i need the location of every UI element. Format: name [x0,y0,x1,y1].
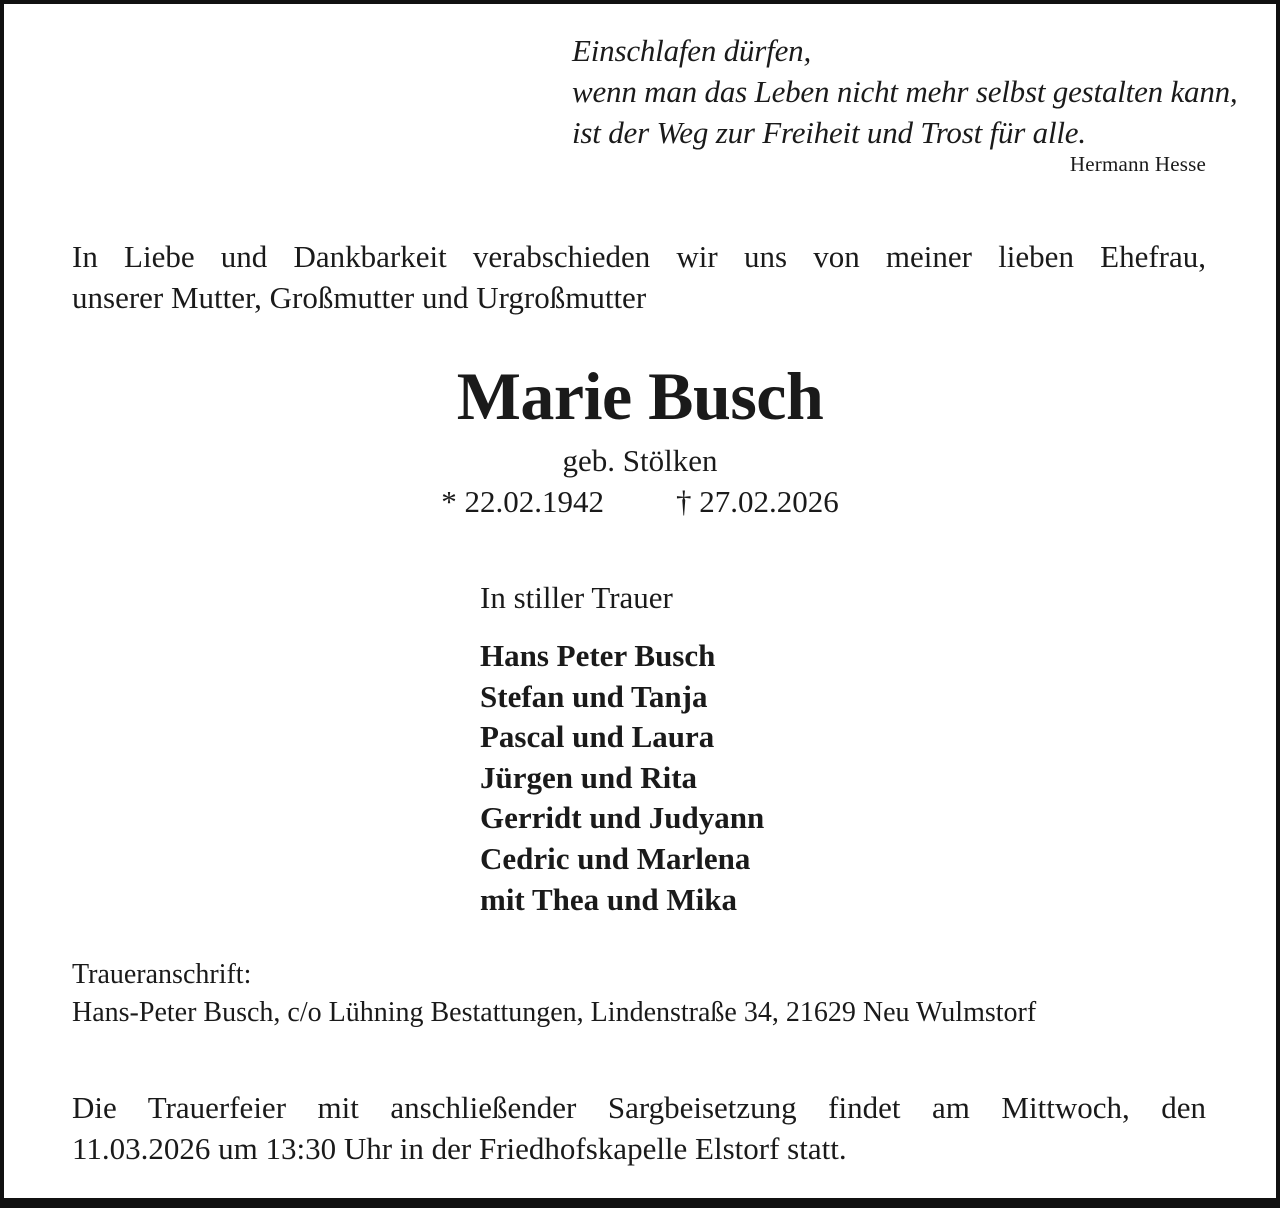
quote-line: Einschlafen dürfen, [572,33,811,68]
address-label: Traueranschrift: [72,959,252,990]
list-item: mit Thea und Mika [480,881,737,917]
birth-date: * 22.02.1942 [441,484,604,519]
maiden-name: geb. Stölken [562,443,718,478]
deceased-name: Marie Busch [456,358,824,434]
list-item: Pascal und Laura [480,719,715,755]
address-value: Hans-Peter Busch, c/o Lühning Bestattungen, Lindenstraße 34, 21629 Neu Wulmstorf [72,997,1037,1028]
quote-line: ist der Weg zur Freiheit und Trost für alle. [572,115,1086,150]
death-date: † 27.02.2026 [676,484,839,519]
list-item: Hans Peter Busch [480,638,716,673]
mourning-address [72,956,1036,1032]
quote-line: wenn man das Leben nicht mehr selbst gestalten kann, [572,74,1238,109]
intro-line-1: In Liebe und Dankbarkeit verabschieden wir uns von meiner lieben Ehefrau, [72,239,1206,274]
mourners-list [480,636,764,920]
list-item: Jürgen und Rita [480,759,698,795]
mourning-heading: In stiller Trauer [480,580,673,615]
intro-line-2: unserer Mutter, Großmutter und Urgroßmutter [72,280,647,315]
ceremony-line-1: Die Trauerfeier mit anschließender Sargbeisetzung findet am Mittwoch, den [72,1090,1206,1125]
intro-text [72,236,1206,318]
quote-author: Hermann Hesse [1069,152,1206,176]
poem-quote [572,30,1238,153]
list-item: Stefan und Tanja [480,678,708,714]
list-item: Gerridt und Judyann [480,800,765,836]
ceremony-line-2: 11.03.2026 um 13:30 Uhr in der Friedhofskapelle Elstorf statt. [72,1131,847,1166]
list-item: Cedric und Marlena [480,840,751,876]
life-dates [0,483,1280,521]
ceremony-text [72,1087,1206,1169]
